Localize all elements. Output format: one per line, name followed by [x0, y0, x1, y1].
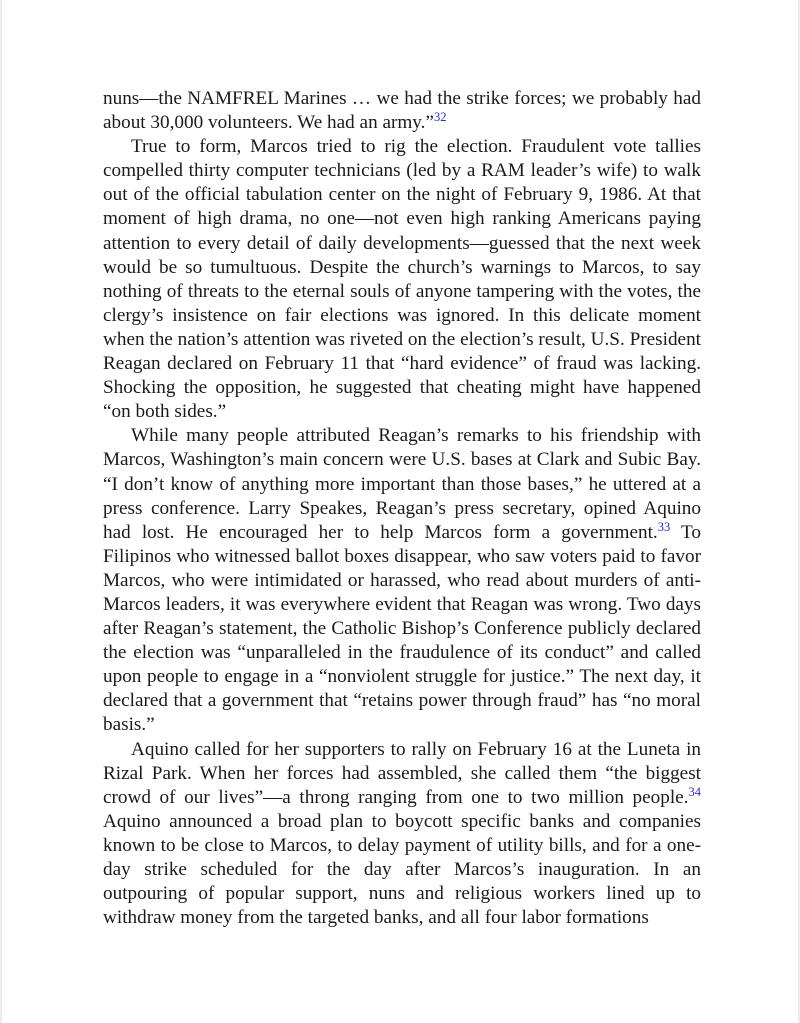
paragraph-3: [103, 424, 701, 737]
paragraph-text: Aquino called for her supporters to rally on February 16 at the Luneta in Rizal Park. When her forces had assembled, she called them “the biggest crowd of our lives”—a throng ranging from one to two million people.: [103, 738, 701, 808]
footnote-ref-32[interactable]: 32: [433, 110, 447, 125]
paragraph-text: True to form, Marcos tried to rig the election. Fraudulent vote tallies compelled thirty computer technicians (led by a RAM leader’s wife) to walk out of the official tabulation center on the night of February 9, 1986. At that moment of high drama, no one—not even high ranking Americans paying attention to every detail of daily developments—guessed that the next week would be so tumultuous. Despite the church’s warnings to Marcos, to say nothing of threats to the eternal souls of anyone tampering with the votes, the clergy’s insistence on fair elections was ignored. In this delicate moment when the nation’s attention was riveted on the election’s result, U.S. President Reagan declared on February 11 that “hard evidence” of fraud was lacking. Shocking the opposition, he suggested that cheating might have happened “on both sides.”: [103, 136, 701, 423]
footnote-ref-33[interactable]: 33: [657, 519, 671, 534]
paragraph-1: [103, 87, 701, 135]
paragraph-text: Aquino announced a broad plan to boycott specific banks and companies known to be close to Marcos, to delay payment of utility bills, and for a one-day strike scheduled for the day after Marcos’s inauguration. In an outpouring of popular support, nuns and religious workers lined up to withdraw money from the targeted banks, and all four labor formations: [103, 810, 701, 929]
paragraph-2: [103, 135, 701, 424]
paragraph-text: nuns—the NAMFREL Marines … we had the strike forces; we probably had about 30,000 volunteers. We had an army.”: [103, 88, 701, 134]
paragraph-4: [103, 738, 701, 931]
paragraph-text: While many people attributed Reagan’s remarks to his friendship with Marcos, Washington’s main concern were U.S. bases at Clark and Subic Bay. “I don’t know of anything more important than those bases,” he uttered at a press conference. Larry Speakes, Reagan’s press secretary, opined Aquino had lost. He encouraged her to help Marcos form a government.: [103, 425, 701, 543]
footnote-ref-34[interactable]: 34: [688, 784, 701, 799]
paragraph-text: To Filipinos who witnessed ballot boxes disappear, who saw voters paid to favor Marcos, who were intimidated or harassed, who read about murders of anti-Marcos leaders, it was everywhere evident that Reagan was wrong. Two days after Reagan’s statement, the Catholic Bishop’s Conference publicly declared the election was “unparalleled in the fraudulence of its conduct” and called upon people to engage in a “nonviolent struggle for justice.” The next day, it declared that a government that “retains power through fraud” has “no moral basis.”: [103, 521, 701, 736]
body-text: [103, 87, 701, 930]
